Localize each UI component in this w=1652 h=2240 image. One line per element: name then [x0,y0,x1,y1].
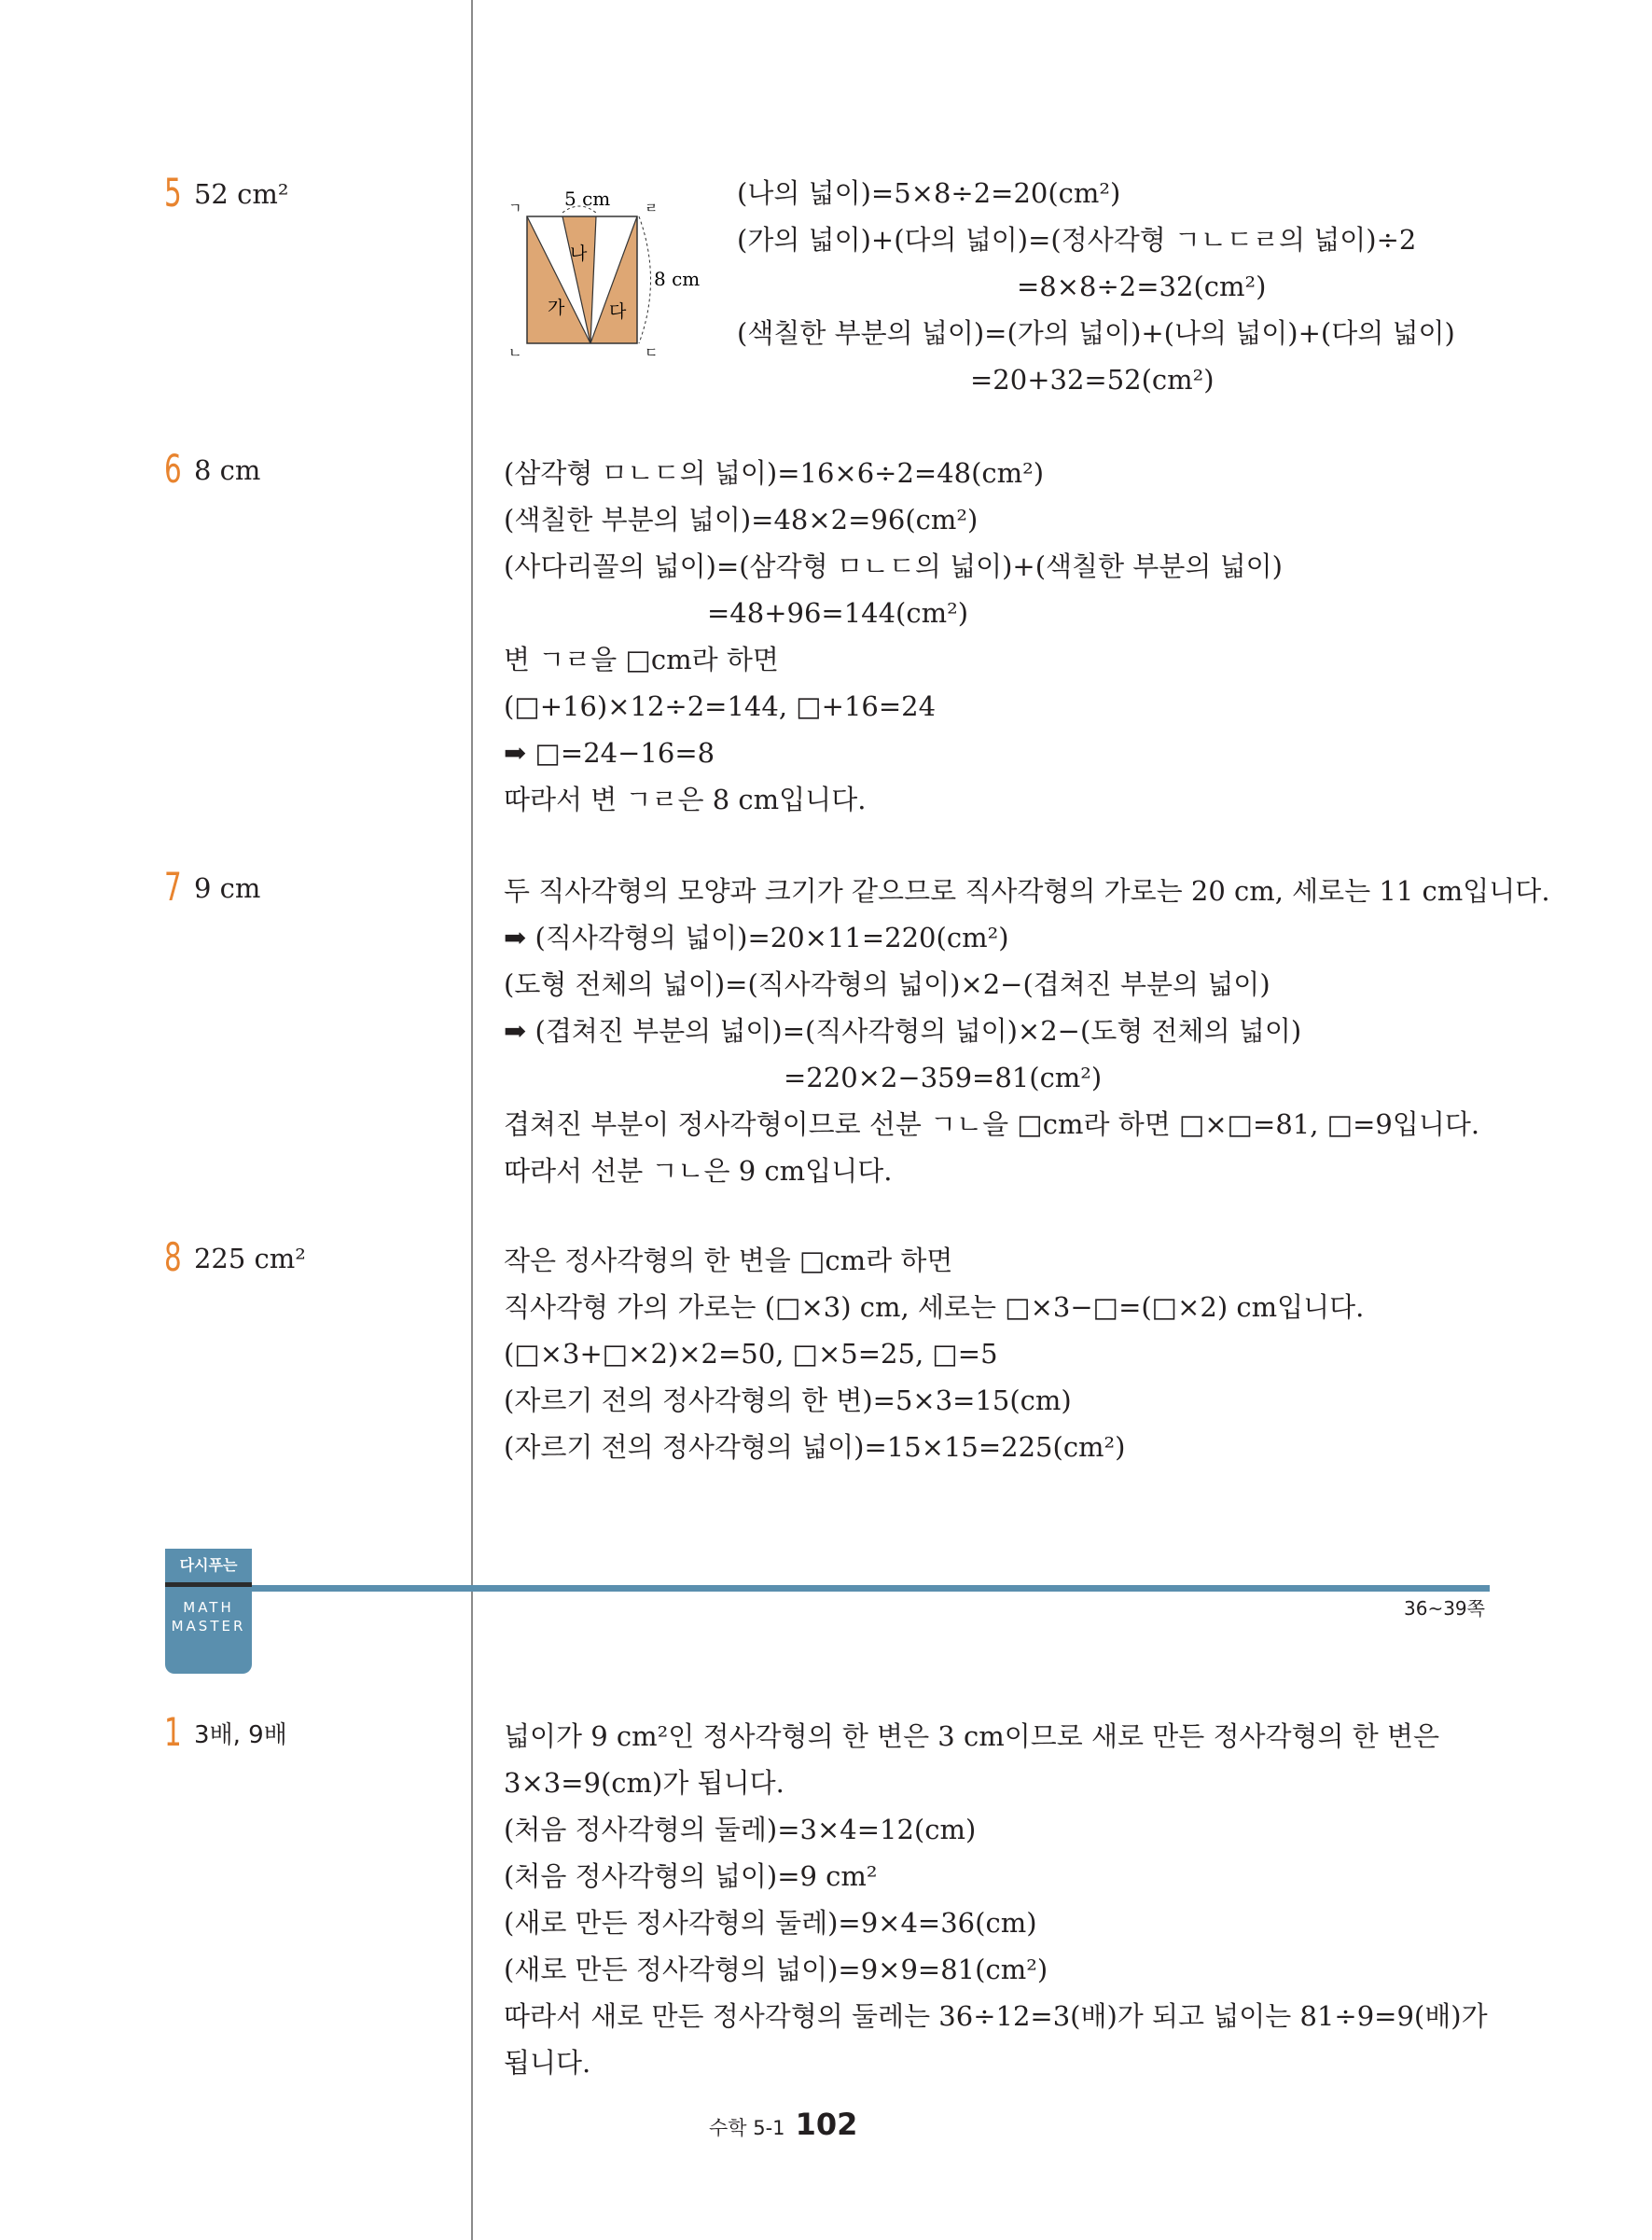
solution-line: 작은 정사각형의 한 변을 □cm라 하면 [504,1245,953,1276]
square-diagram [499,187,714,364]
solution-line: 따라서 변 ㄱㄹ은 8 cm입니다. [504,784,867,815]
solution-line: (색칠한 부분의 넓이)=(가의 넓이)+(나의 넓이)+(다의 넓이) [737,317,1455,349]
side-length-label: 8 cm [654,268,701,290]
solution-line: (처음 정사각형의 둘레)=3×4=12(cm) [504,1814,977,1845]
problem-number: 7 [164,864,182,910]
solution-line: (자르기 전의 정사각형의 한 변)=5×3=15(cm) [504,1384,1072,1416]
corner-label: ㄹ [645,200,659,216]
solution-line: 따라서 새로 만든 정사각형의 둘레는 36÷12=3(배)가 되고 넓이는 81÷9=9(배)가 [504,2000,1488,2032]
solution-line: (삼각형 ㅁㄴㄷ의 넓이)=16×6÷2=48(cm²) [504,457,1045,489]
badge-math-label: MATH [183,1599,234,1616]
solution-line: 따라서 선분 ㄱㄴ은 9 cm입니다. [504,1155,893,1187]
page-range-label: 36~39쪽 [1404,1597,1485,1620]
solution-line: =20+32=52(cm²) [970,364,1215,396]
answer-text: 3배, 9배 [193,1721,287,1749]
solution-line: (색칠한 부분의 넓이)=48×2=96(cm²) [504,504,979,536]
answer-text: 225 cm² [193,1243,306,1274]
side-brace [639,216,651,343]
solution-line: ➡ □=24−16=8 [504,737,715,769]
answer-text: 52 cm² [193,178,289,210]
solution-line: =220×2−359=81(cm²) [784,1062,1103,1093]
problem-1-answer [164,1709,287,1755]
problem-number: 8 [164,1234,182,1280]
problem-7-solution [504,868,1550,1194]
badge-top-label: 다시푸는 [165,1549,252,1582]
page-footer [709,2107,857,2142]
solution-line: 3×3=9(cm)가 됩니다. [504,1767,784,1799]
solution-line: (사다리꼴의 넓이)=(삼각형 ㅁㄴㄷ의 넓이)+(색칠한 부분의 넓이) [504,550,1283,582]
solution-line: (처음 정사각형의 넓이)=9 cm² [504,1860,878,1892]
solution-line: 변 ㄱㄹ을 □cm라 하면 [504,644,779,675]
solution-line: (가의 넓이)+(다의 넓이)=(정사각형 ㄱㄴㄷㄹ의 넓이)÷2 [737,224,1417,256]
top-length-label: 5 cm [564,188,611,210]
page-number: 102 [795,2107,858,2142]
solution-line: =48+96=144(cm²) [707,597,969,629]
solution-line: ➡ (겹쳐진 부분의 넓이)=(직사각형의 넓이)×2−(도형 전체의 넓이) [504,1015,1302,1047]
problem-1-solution [504,1713,1488,2086]
region-label: 다 [609,301,627,322]
section-divider-band [165,1585,1490,1592]
solution-line: 됩니다. [504,2047,591,2079]
solution-line: (나의 넓이)=5×8÷2=20(cm²) [737,177,1121,209]
square-figure [499,187,714,364]
corner-label: ㄷ [645,344,659,361]
problem-6-solution [504,450,1283,823]
region-label: 가 [548,298,565,318]
footer-subject: 수학 5-1 [709,2117,785,2139]
badge-master-label: MASTER [171,1618,246,1635]
corner-label: ㄴ [508,344,522,361]
solution-line: 직사각형 가의 가로는 (□×3) cm, 세로는 □×3−□=(□×2) cm입니다. [504,1291,1365,1323]
problem-8-solution [504,1237,1364,1470]
problem-5-solution [737,170,1455,403]
math-master-badge [165,1549,252,1674]
problem-8-answer [164,1234,306,1280]
solution-line: (도형 전체의 넓이)=(직사각형의 넓이)×2−(겹쳐진 부분의 넓이) [504,968,1270,1000]
problem-number: 1 [164,1709,182,1755]
answer-text: 8 cm [193,454,261,486]
solution-line: (자르기 전의 정사각형의 넓이)=15×15=225(cm²) [504,1431,1126,1463]
badge-bottom [165,1587,252,1674]
problem-6-answer [164,446,260,492]
solution-line: (□+16)×12÷2=144, □+16=24 [504,690,937,722]
solution-line: 겹쳐진 부분이 정사각형이므로 선분 ㄱㄴ을 □cm라 하면 □×□=81, □=9입니다. [504,1108,1480,1140]
column-divider [471,0,473,2240]
solution-line: ➡ (직사각형의 넓이)=20×11=220(cm²) [504,922,1009,953]
problem-number: 5 [164,170,182,216]
solution-line: 두 직사각형의 모양과 크기가 같으므로 직사각형의 가로는 20 cm, 세로는 11 cm입니다. [504,875,1550,907]
region-label: 나 [570,243,588,264]
problem-5-answer [164,170,288,216]
problem-number: 6 [164,446,182,492]
solution-line: (□×3+□×2)×2=50, □×5=25, □=5 [504,1338,998,1370]
answer-text: 9 cm [193,872,261,904]
solution-line: 넓이가 9 cm²인 정사각형의 한 변은 3 cm이므로 새로 만든 정사각형의 한 변은 [504,1720,1440,1752]
solution-line: (새로 만든 정사각형의 넓이)=9×9=81(cm²) [504,1954,1048,1985]
solution-line: (새로 만든 정사각형의 둘레)=9×4=36(cm) [504,1907,1037,1939]
corner-label: ㄱ [508,200,522,216]
problem-7-answer [164,864,260,910]
solution-line: =8×8÷2=32(cm²) [1017,271,1267,302]
